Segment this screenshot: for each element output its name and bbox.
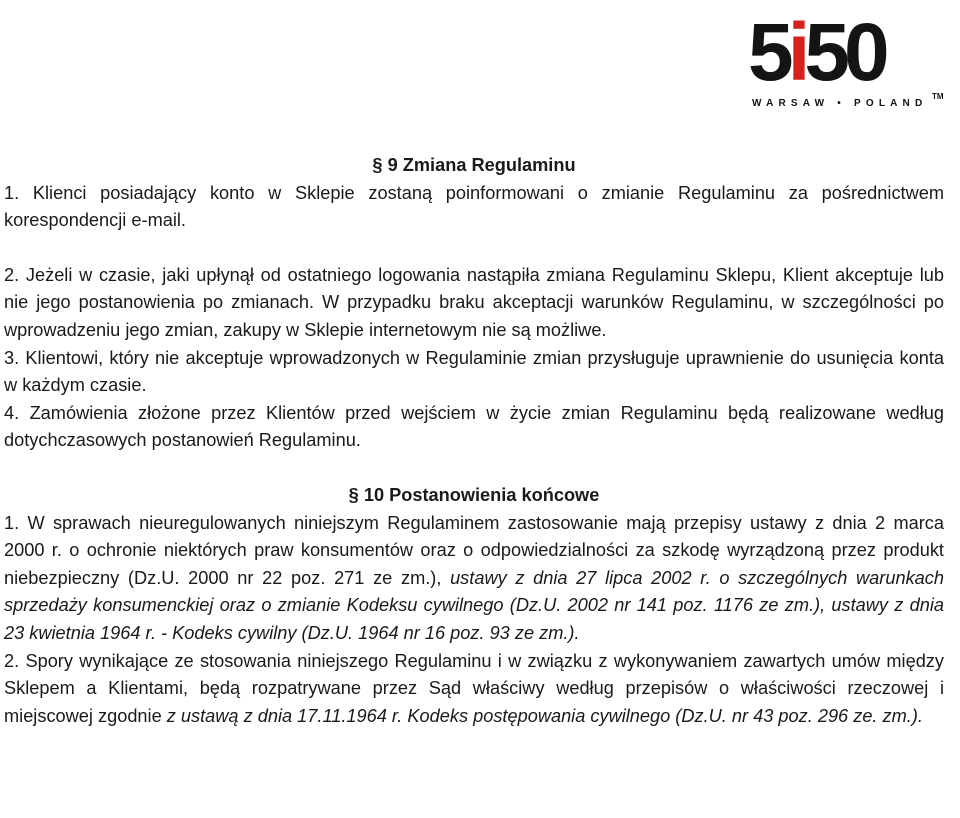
document-body: [4, 152, 944, 730]
section-9-heading: § 9 Zmiana Regulaminu: [372, 155, 576, 175]
section-10-heading: § 10 Postanowienia końcowe: [348, 484, 600, 505]
section-10-paragraph-2: [4, 648, 944, 731]
logo-digits-50: 50: [804, 7, 884, 98]
brand-logo: [748, 7, 946, 112]
section-10-paragraph-2-italic: z ustawą z dnia 17.11.1964 r. Kodeks postępowania cywilnego (Dz.U. nr 43 poz. 296 ze. zm.).: [161, 705, 923, 726]
section-10-paragraph-1-italic: ustawy z dnia 27 lipca 2002 r. o szczególnych warunkach sprzedaży konsumenckiej oraz o zmianie Kodeksu cywilnego (Dz.U. 2002 nr 141 poz. 1176 ze zm.), ustawy z dnia 23 kwietnia 1964 r. - Kodeks cywilny (Dz.U. 1964 nr 16 poz. 93 ze zm.).: [4, 567, 944, 643]
section-gap: [4, 455, 944, 482]
logo-digit-5: 5: [748, 7, 788, 98]
section-9-paragraph-1: 1. Klienci posiadający konto w Sklepie zostaną poinformowani o zmianie Regulaminu za pośrednictwem korespondencji e-mail.: [4, 182, 944, 231]
paragraph-gap: [4, 235, 944, 262]
logo-trademark: TM: [932, 92, 944, 101]
section-9-paragraph-2: 2. Jeżeli w czasie, jaki upłynął od ostatniego logowania nastąpiła zmiana Regulaminu Sklepu, Klient akceptuje lub nie jego postanowienia po zmianach. W przypadku braku akceptacji warunków Regulaminu, w szczególności po wprowadzeniu jego zmian, zakupy w Sklepie internetowym nie są możliwe.: [4, 264, 944, 340]
logo-subtitle: WARSAW • POLAND: [752, 98, 928, 109]
section-10-paragraph-2-text: 2. Spory wynikające ze stosowania niniejszego Regulaminu i w związku z wykonywaniem zawartych umów między Sklepem a Klientami, będą rozpatrywane przez Sąd właściwy według przepisów o właściwości rzeczowej i miejscowej zgodnie: [4, 650, 944, 726]
section-9-paragraph-4: 4. Zamówienia złożone przez Klientów przed wejściem w życie zmian Regulaminu będą realizowane według dotychczasowych postanowień Regulaminu.: [4, 402, 944, 451]
section-9-paragraph-3: 3. Klientowi, który nie akceptuje wprowadzonych w Regulaminie zmian przysługuje uprawnienie do usunięcia konta w każdym czasie.: [4, 347, 944, 396]
logo-mark: [748, 7, 884, 98]
section-10-paragraph-1-text: 1. W sprawach nieuregulowanych niniejszym Regulaminem zastosowanie mają przepisy ustawy z dnia 2 marca 2000 r. o ochronie niektórych praw konsumentów oraz o odpowiedzialności za szkodę wyrządzoną przez produkt niebezpieczny (Dz.U. 2000 nr 22 poz. 271 ze zm.),: [4, 512, 944, 588]
logo-digit-i: i: [787, 7, 805, 98]
section-10-paragraph-1: [4, 510, 944, 648]
